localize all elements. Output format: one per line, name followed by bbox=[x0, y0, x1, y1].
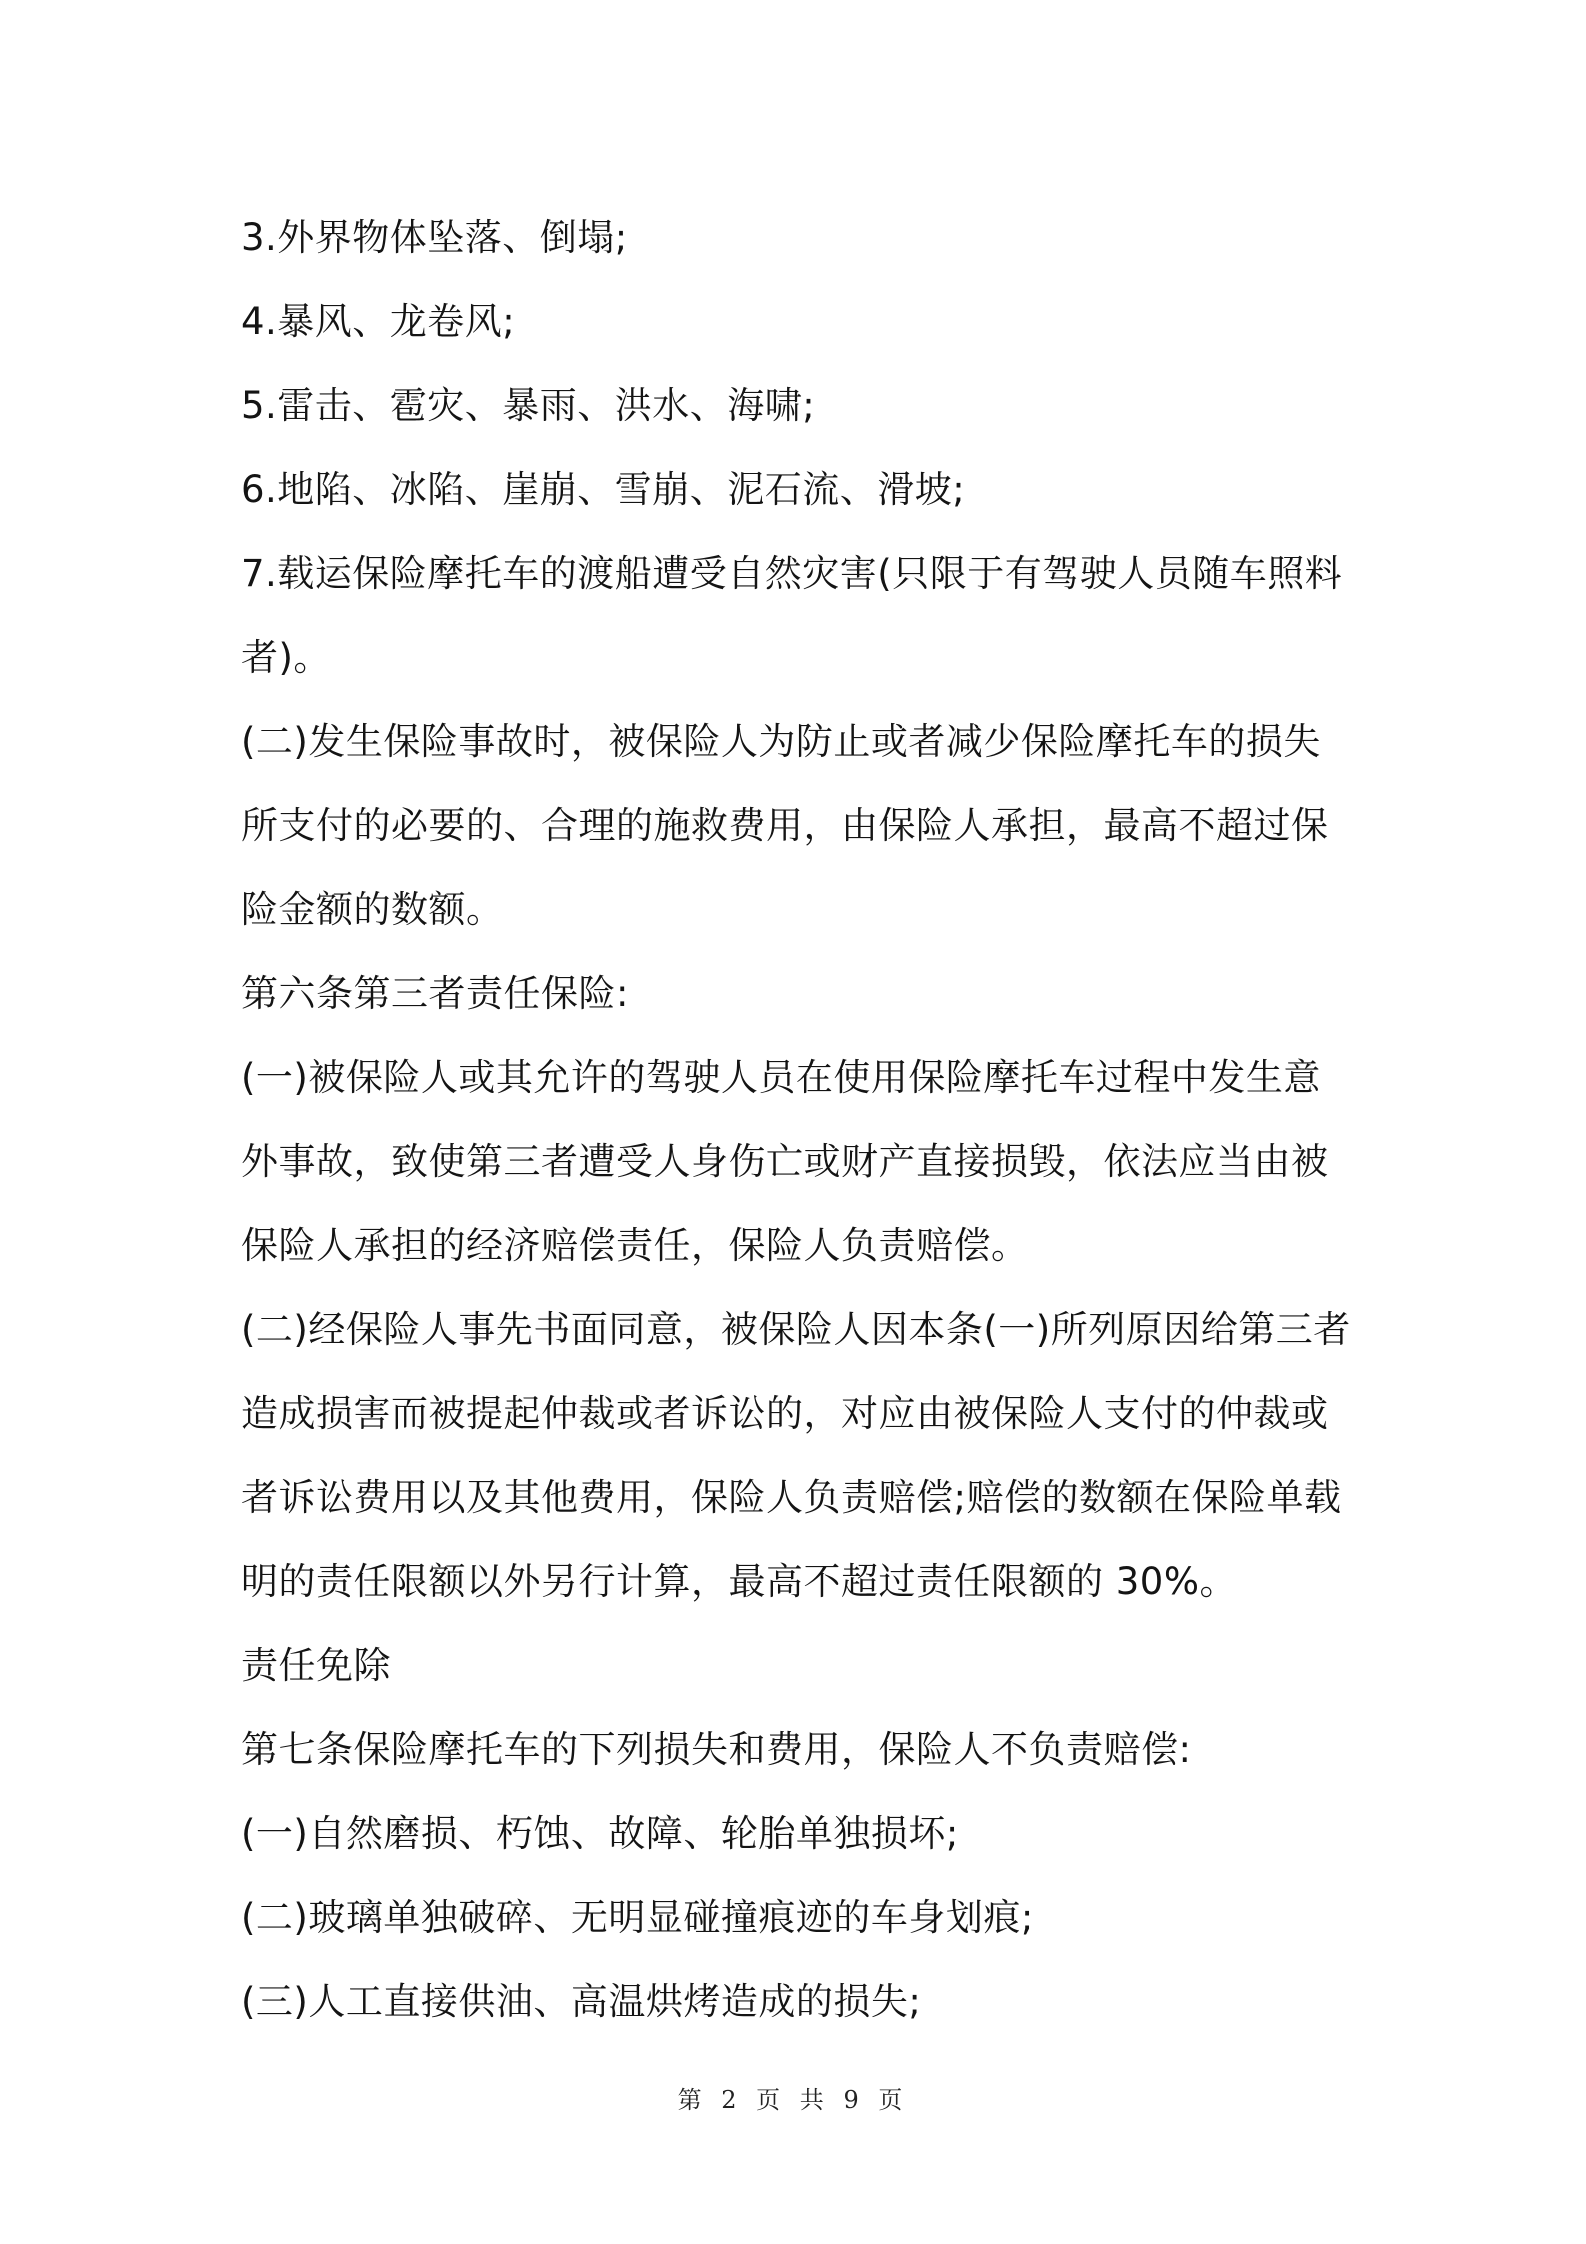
page-number-footer: 第 2 页 共 9 页 bbox=[677, 2086, 909, 2114]
article-7-item-2: (二)玻璃单独破碎、无明显碰撞痕迹的车身划痕; bbox=[241, 1896, 1034, 1939]
exclusions-heading: 责任免除 bbox=[241, 1644, 391, 1687]
document-body bbox=[241, 196, 1353, 2044]
clause-5-lightning: 5.雷击、雹灾、暴雨、洪水、海啸; bbox=[241, 384, 816, 427]
article-6-item-2: (二)经保险人事先书面同意，被保险人因本条(一)所列原因给第三者造成损害而被提起仲裁或者诉讼的，对应由被保险人支付的仲裁或者诉讼费用以及其他费用，保险人负责赔偿;赔偿的数额在保险单载明的责任限额以外另行计算，最高不超过责任限额的 30%。 bbox=[241, 1308, 1351, 1603]
clause-4-storm: 4.暴风、龙卷风; bbox=[241, 300, 516, 343]
clause-6-landslide: 6.地陷、冰陷、崖崩、雪崩、泥石流、滑坡; bbox=[241, 468, 966, 511]
article-7-item-1: (一)自然磨损、朽蚀、故障、轮胎单独损坏; bbox=[241, 1812, 959, 1855]
article-6-item-1: (一)被保险人或其允许的驾驶人员在使用保险摩托车过程中发生意外事故，致使第三者遭受人身伤亡或财产直接损毁，依法应当由被保险人承担的经济赔偿责任，保险人负责赔偿。 bbox=[241, 1056, 1329, 1267]
clause-rescue-costs: (二)发生保险事故时，被保险人为防止或者减少保险摩托车的损失所支付的必要的、合理的施救费用，由保险人承担，最高不超过保险金额的数额。 bbox=[241, 720, 1329, 931]
article-7-heading: 第七条保险摩托车的下列损失和费用，保险人不负责赔偿: bbox=[241, 1728, 1192, 1771]
article-7-item-3: (三)人工直接供油、高温烘烤造成的损失; bbox=[241, 1980, 922, 2023]
article-6-heading: 第六条第三者责任保险: bbox=[241, 972, 629, 1015]
clause-7-ferry: 7.载运保险摩托车的渡船遭受自然灾害(只限于有驾驶人员随车照料者)。 bbox=[241, 552, 1343, 679]
clause-3-falling-objects: 3.外界物体坠落、倒塌; bbox=[241, 216, 628, 259]
